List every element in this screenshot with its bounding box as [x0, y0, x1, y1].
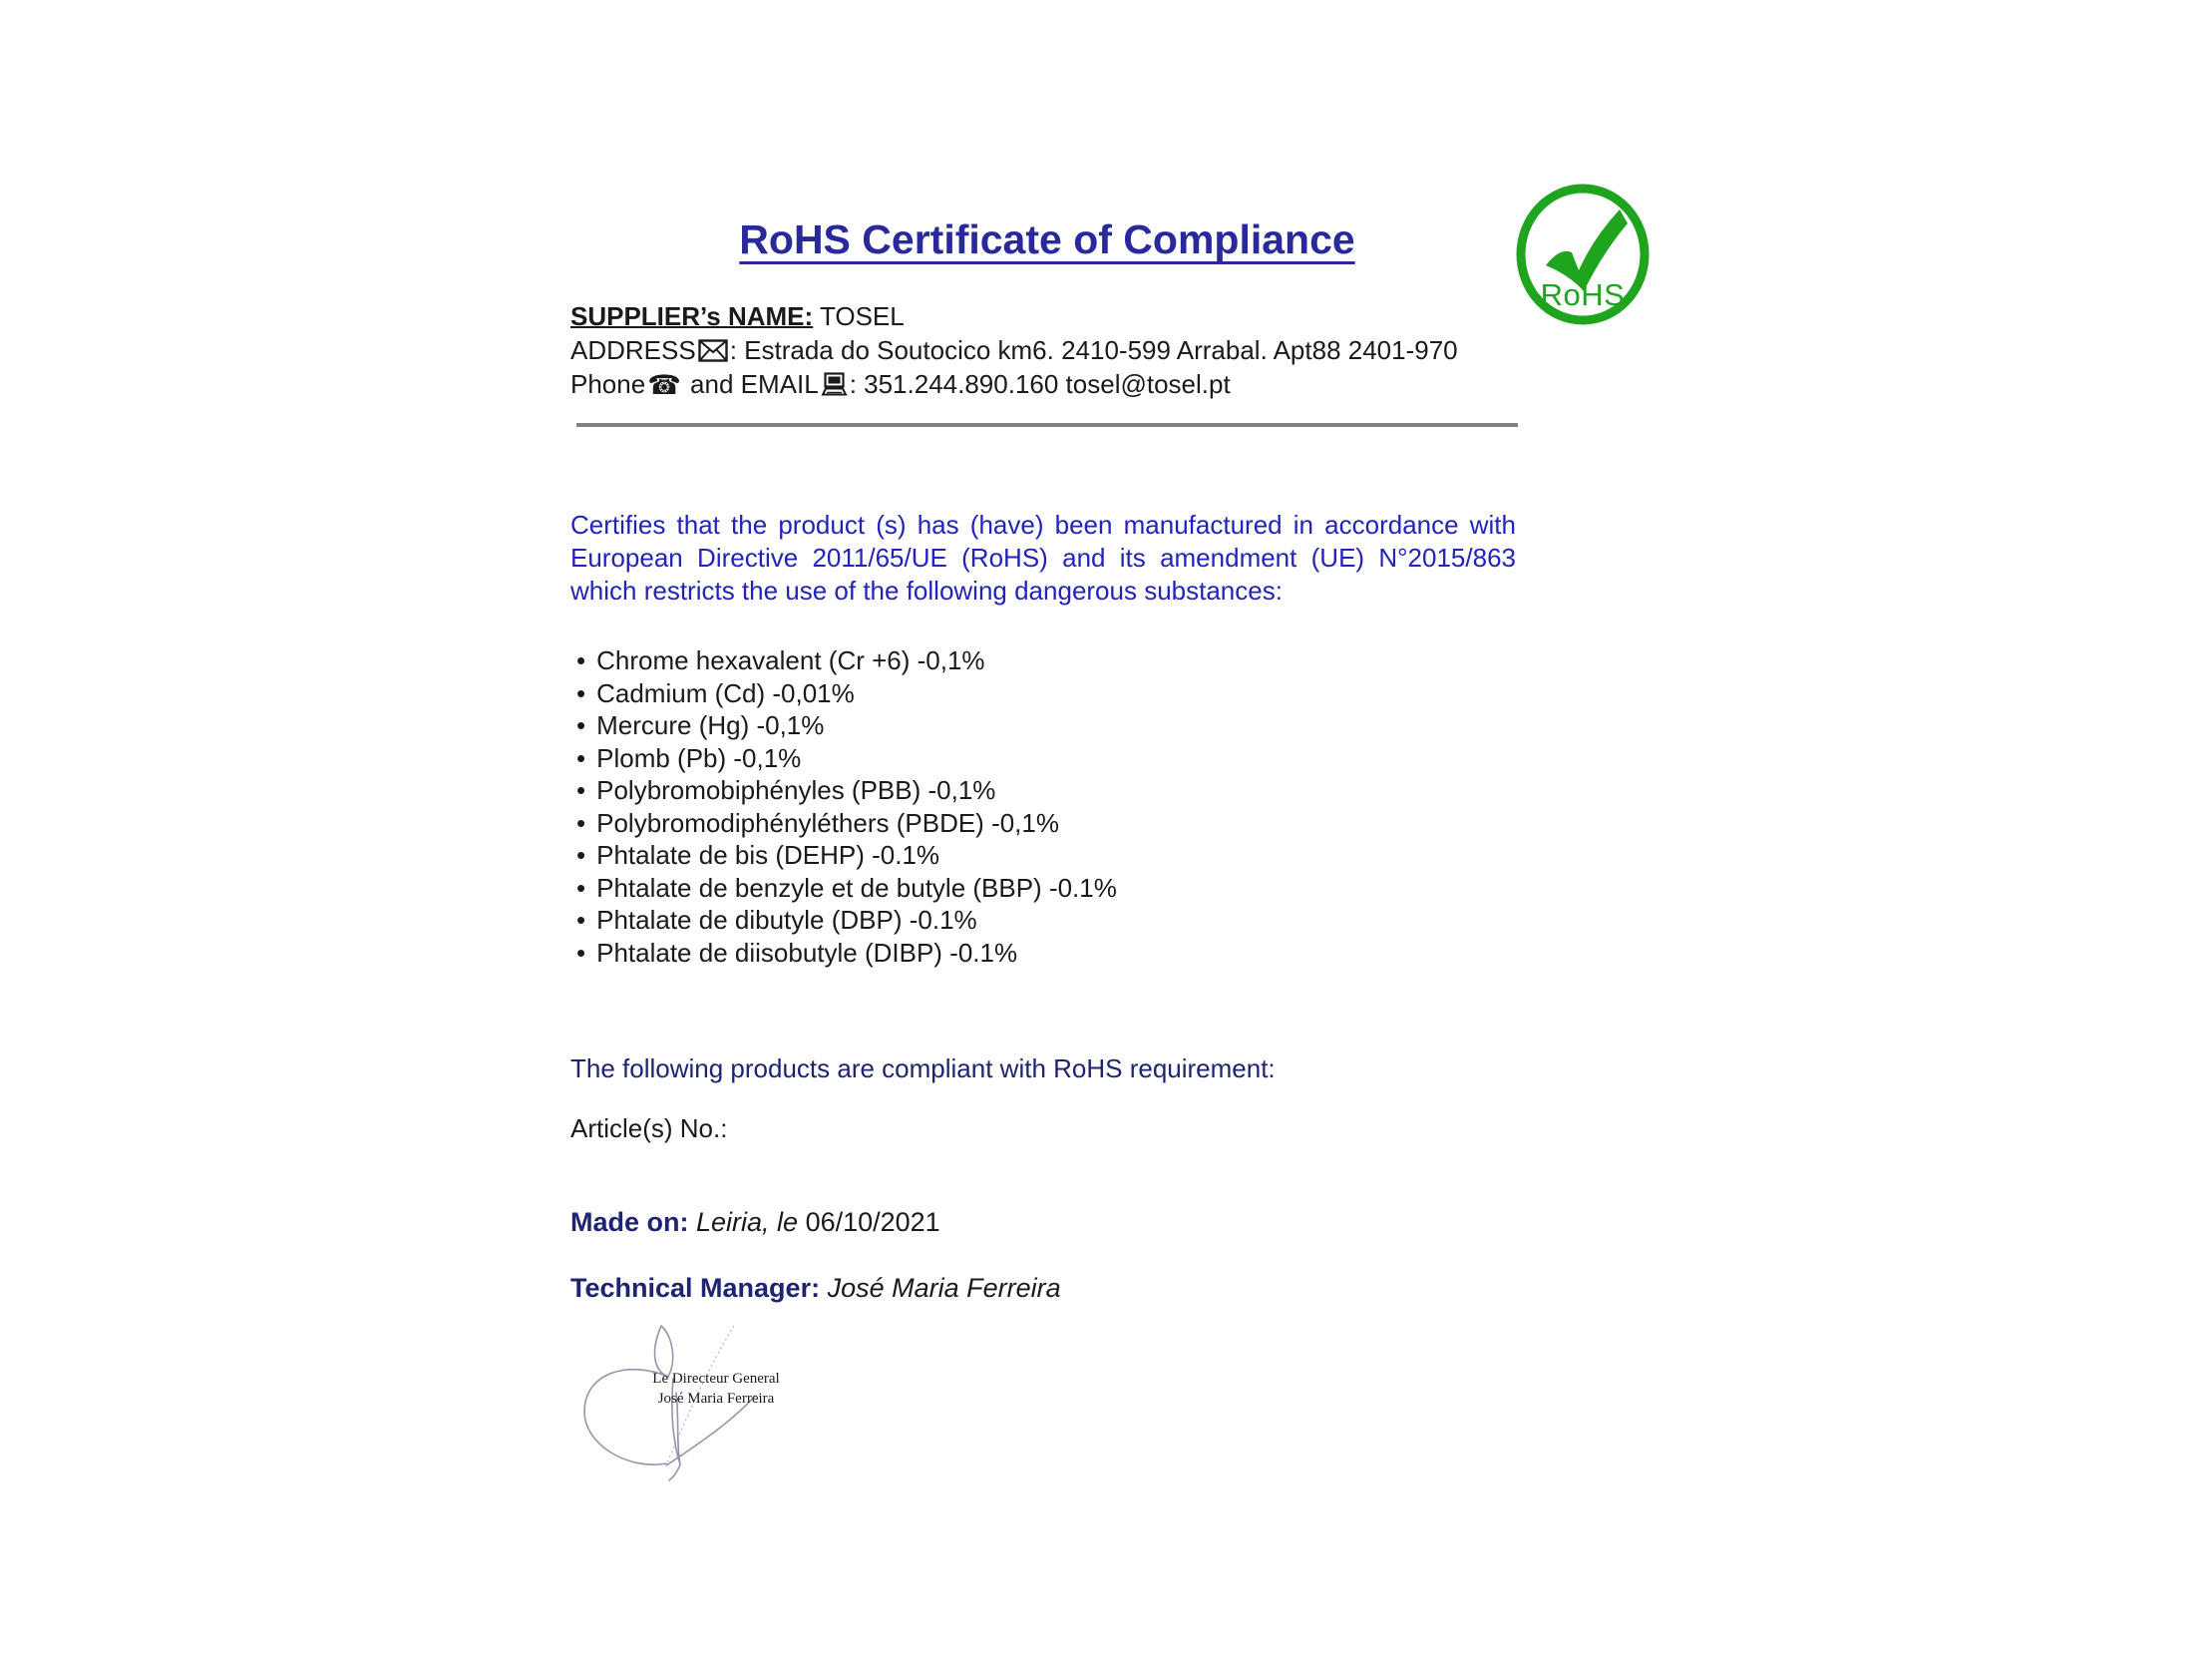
articles-label: Article(s) No.:	[570, 1113, 728, 1143]
substance-item: • Phtalate de bis (DEHP) -0.1%	[576, 839, 1117, 872]
email-label: and EMAIL	[682, 369, 819, 399]
rohs-logo-label: RoHS	[1540, 277, 1626, 312]
substance-item: • Polybromobiphényles (PBB) -0,1%	[576, 774, 1117, 807]
substances-list	[576, 644, 1117, 969]
signature-title: Le Directeur General	[652, 1371, 780, 1387]
substance-item: • Phtalate de benzyle et de butyle (BBP) -0.1%	[576, 872, 1117, 905]
made-on-date: 06/10/2021	[805, 1207, 940, 1237]
technical-manager-line	[570, 1273, 1061, 1304]
substance-item: • Phtalate de dibutyle (DBP) -0.1%	[576, 904, 1117, 937]
substance-item: • Cadmium (Cd) -0,01%	[576, 677, 1117, 710]
supplier-block	[570, 299, 1528, 403]
signature-name: José Maria Ferreira	[657, 1391, 775, 1407]
page-title-text: RoHS Certificate of Compliance	[739, 216, 1355, 263]
handwritten-signature-icon	[556, 1323, 856, 1502]
made-on-place: Leiria, le	[688, 1207, 806, 1237]
computer-icon	[821, 372, 848, 396]
supplier-name-value: TOSEL	[813, 301, 905, 331]
compliance-statement: The following products are compliant with RoHS requirement:	[570, 1053, 1276, 1083]
signature-block	[556, 1323, 856, 1502]
technical-manager-label: Technical Manager:	[570, 1273, 821, 1303]
address-label: ADDRESS	[570, 335, 696, 365]
certification-paragraph: Certifies that the product (s) has (have) been manufactured in accordance with European Directive 2011/65/UE (RoHS) and its amendment (UE) N°2015/863 which restricts the use of the following dangerous substances:	[570, 510, 1516, 606]
supplier-address-line	[570, 333, 1528, 367]
envelope-icon	[698, 339, 728, 362]
supplier-phone-line	[570, 367, 1528, 403]
substance-item: • Phtalate de diisobutyle (DIBP) -0.1%	[576, 937, 1117, 970]
substance-item: • Mercure (Hg) -0,1%	[576, 709, 1117, 742]
phone-icon: ☎	[647, 370, 681, 401]
technical-manager-name: José Maria Ferreira	[820, 1273, 1061, 1303]
address-value: : Estrada do Soutocico km6. 2410-599 Arrabal. Apt88 2401-970	[729, 335, 1458, 365]
rohs-logo	[1512, 184, 1654, 325]
substance-item: • Polybromodiphényléthers (PBDE) -0,1%	[576, 807, 1117, 840]
phone-email-value: : 351.244.890.160 tosel@tosel.pt	[849, 369, 1231, 399]
divider-line	[576, 423, 1518, 427]
made-on-line	[570, 1207, 940, 1238]
substance-item: • Plomb (Pb) -0,1%	[576, 742, 1117, 775]
made-on-label: Made on:	[570, 1207, 689, 1237]
substance-item: • Chrome hexavalent (Cr +6) -0,1%	[576, 644, 1117, 677]
supplier-name-label: SUPPLIER’s NAME:	[570, 301, 814, 331]
phone-label: Phone	[570, 369, 646, 399]
supplier-name-line	[570, 299, 1528, 333]
page-title	[568, 216, 1526, 263]
signature-caption	[626, 1369, 806, 1409]
